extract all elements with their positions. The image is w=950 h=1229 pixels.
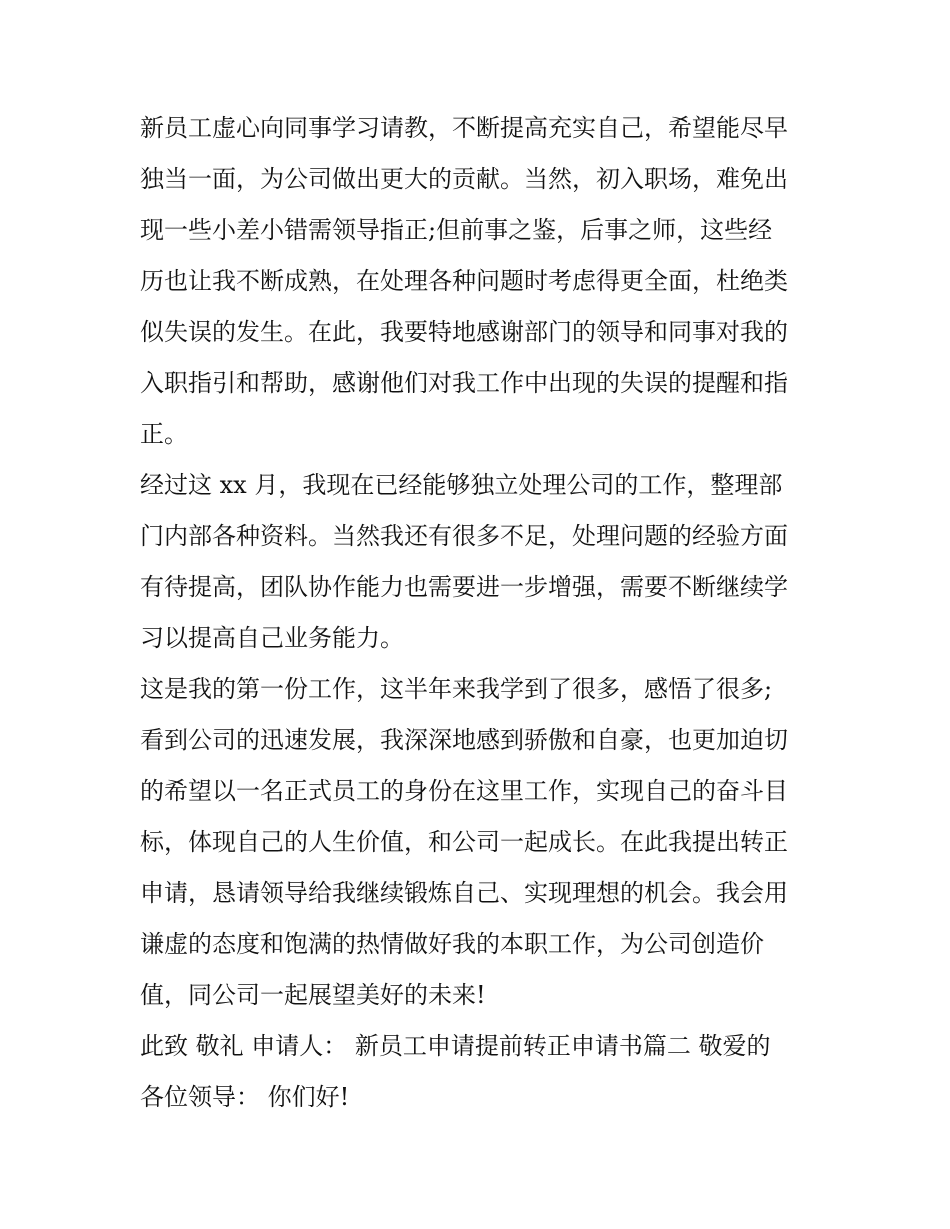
text-line: 这是我的第一份工作，这半年来我学到了很多，感悟了很多; <box>140 675 773 703</box>
text-line: 新员工虚心向同事学习请教，不断提高充实自己，希望能尽早 <box>140 114 788 142</box>
text-line: 经过这 xx 月，我现在已经能够独立处理公司的工作，整理部 <box>140 471 783 499</box>
text-line: 有待提高，团队协作能力也需要进一步增强，需要不断继续学 <box>140 573 788 601</box>
text-line: 值，同公司一起展望美好的未来! <box>140 981 486 1009</box>
text-line: 似失误的发生。在此，我要特地感谢部门的领导和同事对我的 <box>140 318 788 346</box>
text-line: 独当一面，为公司做出更大的贡献。当然，初入职场，难免出 <box>140 165 788 193</box>
text-line: 看到公司的迅速发展，我深深地感到骄傲和自豪，也更加迫切 <box>140 726 788 754</box>
text-line: 标，体现自己的人生价值，和公司一起成长。在此我提出转正 <box>140 828 788 856</box>
text-line: 门内部各种资料。当然我还有很多不足，处理问题的经验方面 <box>140 522 788 550</box>
text-line: 历也让我不断成熟，在处理各种问题时考虑得更全面，杜绝类 <box>140 267 788 295</box>
text-line: 习以提高自己业务能力。 <box>140 624 404 652</box>
text-line: 各位领导： 你们好! <box>140 1083 350 1111</box>
text-line: 的希望以一名正式员工的身份在这里工作，实现自己的奋斗目 <box>140 777 788 805</box>
text-line: 入职指引和帮助，感谢他们对我工作中出现的失误的提醒和指 <box>140 369 788 397</box>
text-line: 谦虚的态度和饱满的热情做好我的本职工作，为公司创造价 <box>140 930 764 958</box>
document-body <box>140 103 815 1123</box>
text-line: 正。 <box>140 420 188 448</box>
text-line: 现一些小差小错需领导指正;但前事之鉴，后事之师，这些经 <box>140 216 773 244</box>
text-line: 申请，恳请领导给我继续锻炼自己、实现理想的机会。我会用 <box>140 879 788 907</box>
text-line: 此致 敬礼 申请人： 新员工申请提前转正申请书篇二 敬爱的 <box>140 1032 771 1060</box>
